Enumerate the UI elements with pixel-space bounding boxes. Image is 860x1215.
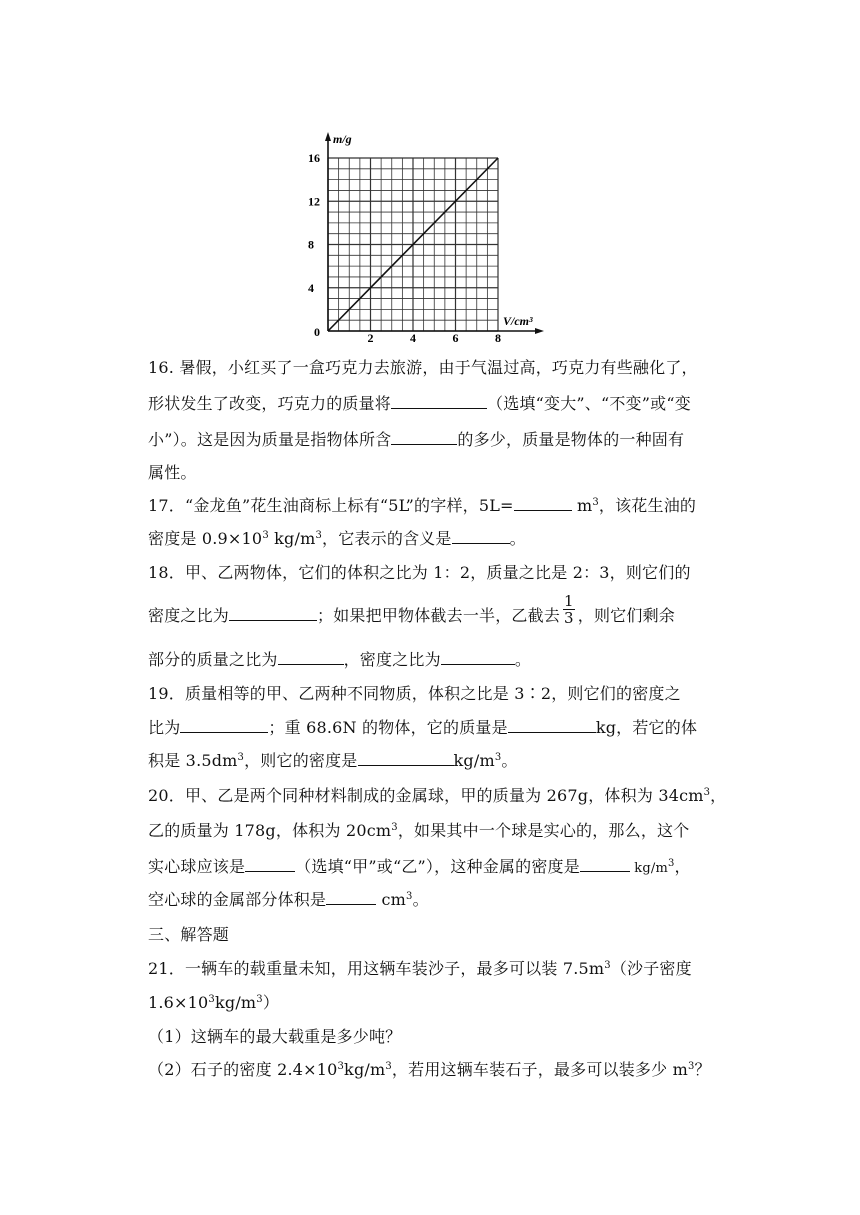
q18-line2: 密度之比为 ；如果把甲物体截去一半，乙截去 $\frac{1}{3}$ ，则它们剩余 [148,592,675,627]
q20-line4: 空心球的金属部分体积是 $cm^3$。 [148,890,429,909]
mass-volume-graph [298,128,548,343]
q17-line1: 17．“金龙鱼”花生油商标上标有“5L”的字样，$5L= m^3$，该花生油的 [148,496,697,515]
x-tick-label: 4 [410,331,416,343]
x-axis-arrow [535,328,544,334]
q19-line3: 积是 $3.5dm^3$，则它的密度是 $kg/m^3$。 [148,751,518,770]
x-tick-label: 2 [367,331,374,343]
q21-line2: $1.6\times 10^3kg/m^3$） [148,993,280,1012]
y-axis-label: m/g [333,132,352,146]
q21-line1: 21．一辆车的载重量未知，用这辆车装沙子，最多可以装 $7.5m^3$（沙子密度 [148,959,692,978]
q18-blank1[interactable] [229,606,317,621]
y-axis-arrow [325,132,331,141]
q16-line2: 形状发生了改变，巧克力的质量将 （选填“变大”、“不变”或“变 [148,394,691,413]
q19-line1: 19．质量相等的甲、乙两种不同物质，体积之比是 3∶2，则它们的密度之 [148,684,681,703]
q20-blank1[interactable] [245,857,295,872]
q20-line1: 20．甲、乙是两个同种材料制成的金属球，甲的质量为 267g，体积为 $34cm^3$， [148,786,727,805]
y-tick-label: 8 [308,237,314,252]
q17-blank1[interactable] [514,496,572,511]
q18-line3: 部分的质量之比为 ，密度之比为 。 [148,650,532,669]
q20-blank2[interactable] [580,857,630,872]
q21-sub1: （1）这辆车的最大载重是多少吨？ [148,1027,402,1046]
q16-blank1[interactable] [391,394,487,409]
q16-line3: 小”）。这是因为质量是指物体所含 的多少，质量是物体的一种固有 [148,430,685,449]
section-title: 三、解答题 [148,925,230,944]
origin-label: 0 [314,325,320,339]
fraction-one-third: $\frac{1}{3}$ [564,592,574,627]
q18-blank3[interactable] [441,650,515,665]
q19-blank2[interactable] [508,718,596,733]
q21-sub2: （2）石子的密度 $2.4\times 10^3kg/m^3$，若用这辆车装石子，最多可以装多少 $m^3$？ [148,1060,711,1079]
q20-line2: 乙的质量为 178g，体积为 $20cm^3$，如果其中一个球是实心的，那么，这个 [148,821,690,840]
y-tick-label: 16 [308,151,320,165]
y-tick-label: 4 [308,280,314,295]
x-axis-label: V/cm³ [503,314,533,328]
q20-blank3[interactable] [326,890,376,905]
q18-line1: 18．甲、乙两物体，它们的体积之比为 1：2，质量之比是 2：3，则它们的 [148,563,691,582]
x-tick-label: 6 [452,331,459,343]
q16-blank2[interactable] [391,430,457,445]
q17-blank2[interactable] [452,529,510,544]
x-tick-label: 8 [495,331,501,343]
q18-blank2[interactable] [278,650,344,665]
q16-line1: 16. 暑假，小红买了一盒巧克力去旅游，由于气温过高，巧克力有些融化了， [148,358,698,377]
q20-line3: 实心球应该是 （选填“甲”或“乙”），这种金属的密度是 $kg/m^3$， [148,857,691,876]
q17-line2: 密度是 $0.9\times 10^3$ $kg/m^3$，它表示的含义是 。 [148,529,526,548]
q19-blank3[interactable] [358,751,454,766]
y-tick-label: 12 [308,194,320,209]
q16-line4: 属性。 [148,463,197,482]
q19-blank1[interactable] [180,718,268,733]
q19-line2: 比为 ；重 68.6N 的物体，它的质量是 kg，若它的体 [148,718,698,737]
